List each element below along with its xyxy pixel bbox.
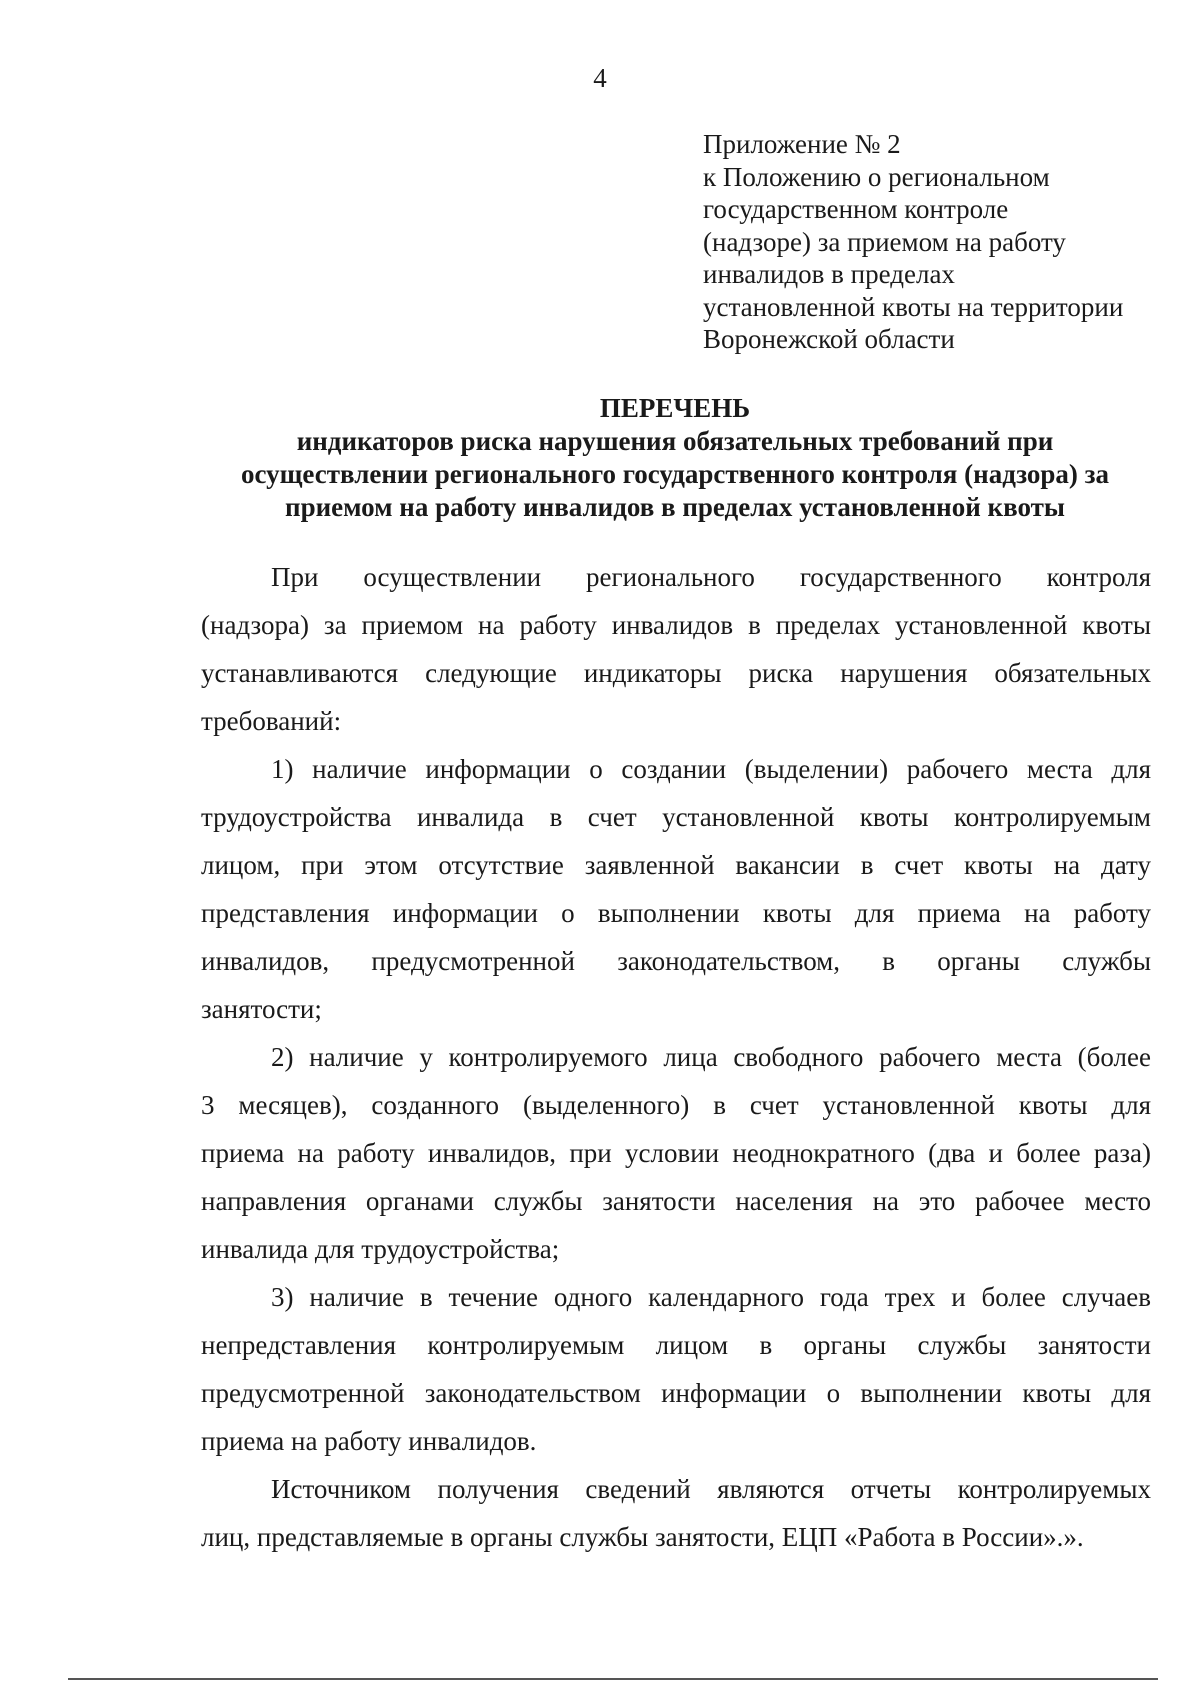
paragraph-line: При осуществлении регионального государственного контроля <box>271 562 1151 592</box>
paragraph-line: устанавливаются следующие индикаторы риска нарушения обязательных <box>201 658 1151 688</box>
appendix-line: Приложение № 2 <box>703 129 901 159</box>
footer-divider <box>68 1678 1158 1680</box>
paragraph-line: требований: <box>201 706 342 736</box>
paragraph-line: направления органами службы занятости населения на это рабочее место <box>201 1186 1151 1216</box>
source-paragraph <box>201 1465 1151 1561</box>
appendix-line: Воронежской области <box>703 324 955 354</box>
document-body <box>201 553 1151 1561</box>
paragraph-line: непредставления контролируемым лицом в органы службы занятости <box>201 1330 1151 1360</box>
list-item-1 <box>201 745 1151 1033</box>
intro-paragraph <box>201 553 1151 745</box>
list-item-2 <box>201 1033 1151 1273</box>
paragraph-line: лицом, при этом отсутствие заявленной вакансии в счет квоты на дату <box>201 850 1151 880</box>
document-title <box>200 392 1150 524</box>
paragraph-line: приема на работу инвалидов. <box>201 1426 537 1456</box>
title-subtitle-line: индикаторов риска нарушения обязательных требований при <box>296 426 1054 456</box>
paragraph-line: (надзора) за приемом на работу инвалидов в пределах установленной квоты <box>201 610 1151 640</box>
paragraph-line: лиц, представляемые в органы службы занятости, ЕЦП «Работа в России».». <box>201 1522 1084 1552</box>
paragraph-line: инвалидов, предусмотренной законодательством, в органы службы <box>201 946 1151 976</box>
paragraph-line: 2) наличие у контролируемого лица свободного рабочего места (более <box>271 1042 1151 1072</box>
paragraph-line: приема на работу инвалидов, при условии неоднократного (два и более раза) <box>201 1138 1151 1168</box>
appendix-line: (надзоре) за приемом на работу <box>703 226 1066 257</box>
paragraph-line: 1) наличие информации о создании (выделении) рабочего места для <box>271 754 1151 784</box>
appendix-line: к Положению о региональном <box>703 161 1050 192</box>
appendix-reference <box>703 128 1173 356</box>
paragraph-line: трудоустройства инвалида в счет установленной квоты контролируемым <box>201 802 1151 832</box>
title-subtitle-line: осуществлении регионального государственного контроля (надзора) за <box>241 459 1109 489</box>
paragraph-line: инвалида для трудоустройства; <box>201 1234 560 1264</box>
title-heading: ПЕРЕЧЕНЬ <box>599 393 751 423</box>
page-number: 4 <box>593 63 607 93</box>
paragraph-line: 3 месяцев), созданного (выделенного) в счет установленной квоты для <box>201 1090 1151 1120</box>
paragraph-line: предусмотренной законодательством информации о выполнении квоты для <box>201 1378 1151 1408</box>
appendix-line: инвалидов в пределах <box>703 259 955 289</box>
paragraph-line: Источником получения сведений являются отчеты контролируемых <box>271 1474 1151 1504</box>
title-subtitle-line: приемом на работу инвалидов в пределах установленной квоты <box>285 492 1065 522</box>
appendix-line: установленной квоты на территории <box>703 291 1124 322</box>
paragraph-line: занятости; <box>201 994 322 1024</box>
appendix-line: государственном контроле <box>703 194 1009 224</box>
paragraph-line: представления информации о выполнении квоты для приема на работу <box>201 898 1151 928</box>
list-item-3 <box>201 1273 1151 1465</box>
paragraph-line: 3) наличие в течение одного календарного года трех и более случаев <box>271 1282 1151 1312</box>
